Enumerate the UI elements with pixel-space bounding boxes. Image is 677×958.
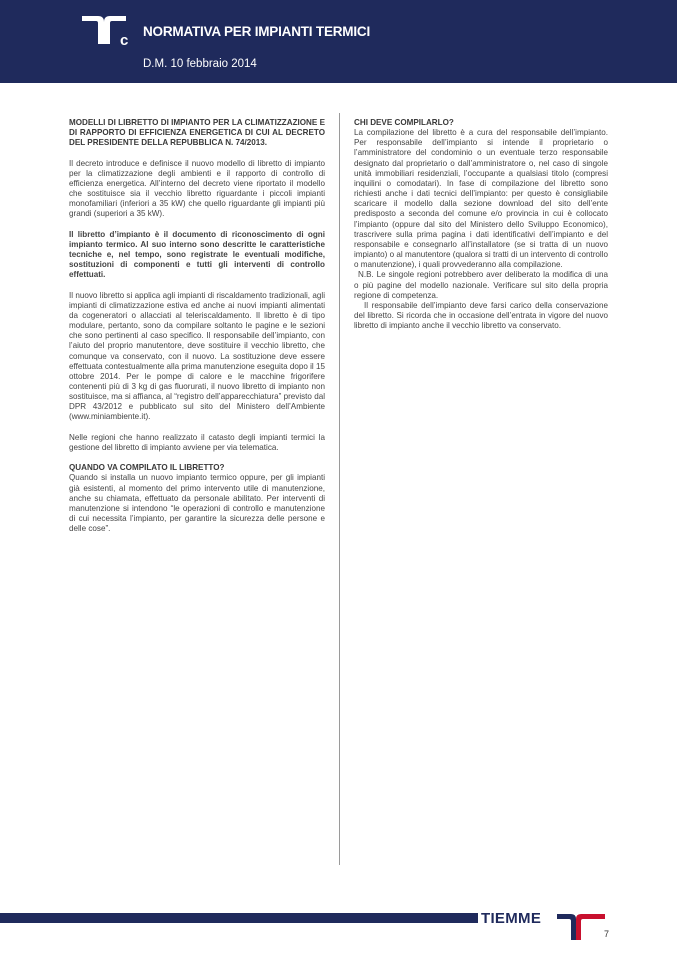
brand-mark-icon — [557, 912, 610, 946]
paragraph-bold: Il libretto d’impianto è il documento di riconoscimento di ogni impianto termico. Al suo interno sono descritte le caratteristiche tecniche e, nel tempo, sono registrate le eventuali modifiche, sostituzioni di componenti e tutti gli interventi di controllo effettuati. — [69, 229, 325, 280]
right-column — [354, 118, 608, 331]
left-column — [69, 118, 325, 534]
paragraph: Il decreto introduce e definisce il nuovo modello di libretto di impianto per la climatizzazione degli ambienti e il rapporto di controllo di efficienza energetica. All’interno del decreto viene riportato il modello che sostituisce sia il vecchio libretto riguardante i piccoli impianti monofamiliari (inferiori a 35 kW) che quello riguardante gli impianti più grandi (superiori a 35 kW). — [69, 158, 325, 219]
paragraph: Il nuovo libretto si applica agli impianti di riscaldamento tradizionali, agli impianti di climatizzazione estiva ed anche ai nuovi impianti alimentati da cogeneratori o allacciati al teleriscaldamento. Il libretto è di tipo modulare, pertanto, sono da compilare soltanto le pagine e le sezioni che sono pertinenti al caso specifico. Il responsabile dell’impianto, con l’aiuto del proprio manutentore, deve sostituire il vecchio libretto, che comunque va conservato, con il nuovo. La sostituzione deve essere effettuata contestualmente alla prima manutenzione eseguita dopo il 15 ottobre 2014. Per le pompe di calore e le macchine frigorifere contenenti più di 3 kg di gas fluorurati, il nuovo libretto di impianto non sostituisce, ma si affianca, al “registro dell’apparecchiatura” previsto dal DPR 43/2012 e pubblicato sul sito del Ministero dell’Ambiente (www.miniambiente.it). — [69, 290, 325, 422]
paragraph: Il responsabile dell’impianto deve farsi carico della conservazione del libretto. Si ricorda che in occasione dell’entrata in vigore del nuovo libretto di impianto anche il vecchio libretto va conservato. — [354, 300, 608, 331]
paragraph-note: N.B. Le singole regioni potrebbero aver deliberato la modifica di una o più pagine del modello nazionale. Verificare sul sito della propria regione di competenza. — [354, 270, 608, 300]
page-header — [0, 0, 677, 83]
column-divider — [339, 113, 340, 865]
section-heading-modelli: MODELLI DI LIBRETTO DI IMPIANTO PER LA CLIMATIZZAZIONE E DI RAPPORTO DI EFFICIENZA ENERGETICA DI CUI AL DECRETO DEL PRESIDENTE DELLA REPUBBLICA N. 74/2013. — [69, 118, 325, 148]
section-heading-chi: CHI DEVE COMPILARLO? — [354, 118, 454, 127]
header-subtitle: D.M. 10 febbraio 2014 — [143, 58, 257, 70]
paragraph: La compilazione del libretto è a cura del responsabile dell’impianto. Per responsabile dell’impianto si intende il proprietario o l’amministratore del condominio o un eventuale terzo responsabile designato dal proprietario o dall’amministratore o, nel caso di singole unità immobiliari residenziali, l’occupante a qualsiasi titolo (compresi inquilini o comodatari). In fase di compilazione del libretto sono richiesti anche i dati tecnici dell’impianto: per questo è consigliabile scaricare il modello dalla sezione download del sito dell’ente predisposto a seconda del comune e/o provincia in cui è collocato l’impianto (oppure dal sito del Ministero dello Sviluppo Economico), trascrivere sulla prima pagina i dati identificativi dell’impianto e del responsabile e consegnarlo all’installatore (se si tratta di un nuovo impianto) o al manutentore (qualora si tratti di un intervento di controllo o manutenzione), i quali provvederanno alla compilazione. — [354, 128, 608, 270]
company-logo-icon — [82, 14, 134, 48]
page-number: 7 — [604, 929, 610, 939]
header-title: NORMATIVA PER IMPIANTI TERMICI — [143, 24, 370, 39]
section-heading-quando: QUANDO VA COMPILATO IL LIBRETTO? — [69, 463, 225, 473]
logo-letter: c — [120, 32, 129, 48]
paragraph: Quando si installa un nuovo impianto termico oppure, per gli impianti già esistenti, al momento del primo intervento utile di manutenzione, anche su chiamata, effettuato da personale abilitato. Per interventi di manutenzione si intendono “le operazioni di controllo e manutenzione di cui necessita l’impianto, per garantire la sicurezza delle persone e delle cose”. — [69, 473, 325, 534]
brand-name: TIEMME — [481, 910, 542, 927]
paragraph: Nelle regioni che hanno realizzato il catasto degli impianti termici la gestione del libretto di impianto avviene per via telematica. — [69, 432, 325, 452]
footer-line — [0, 913, 536, 923]
